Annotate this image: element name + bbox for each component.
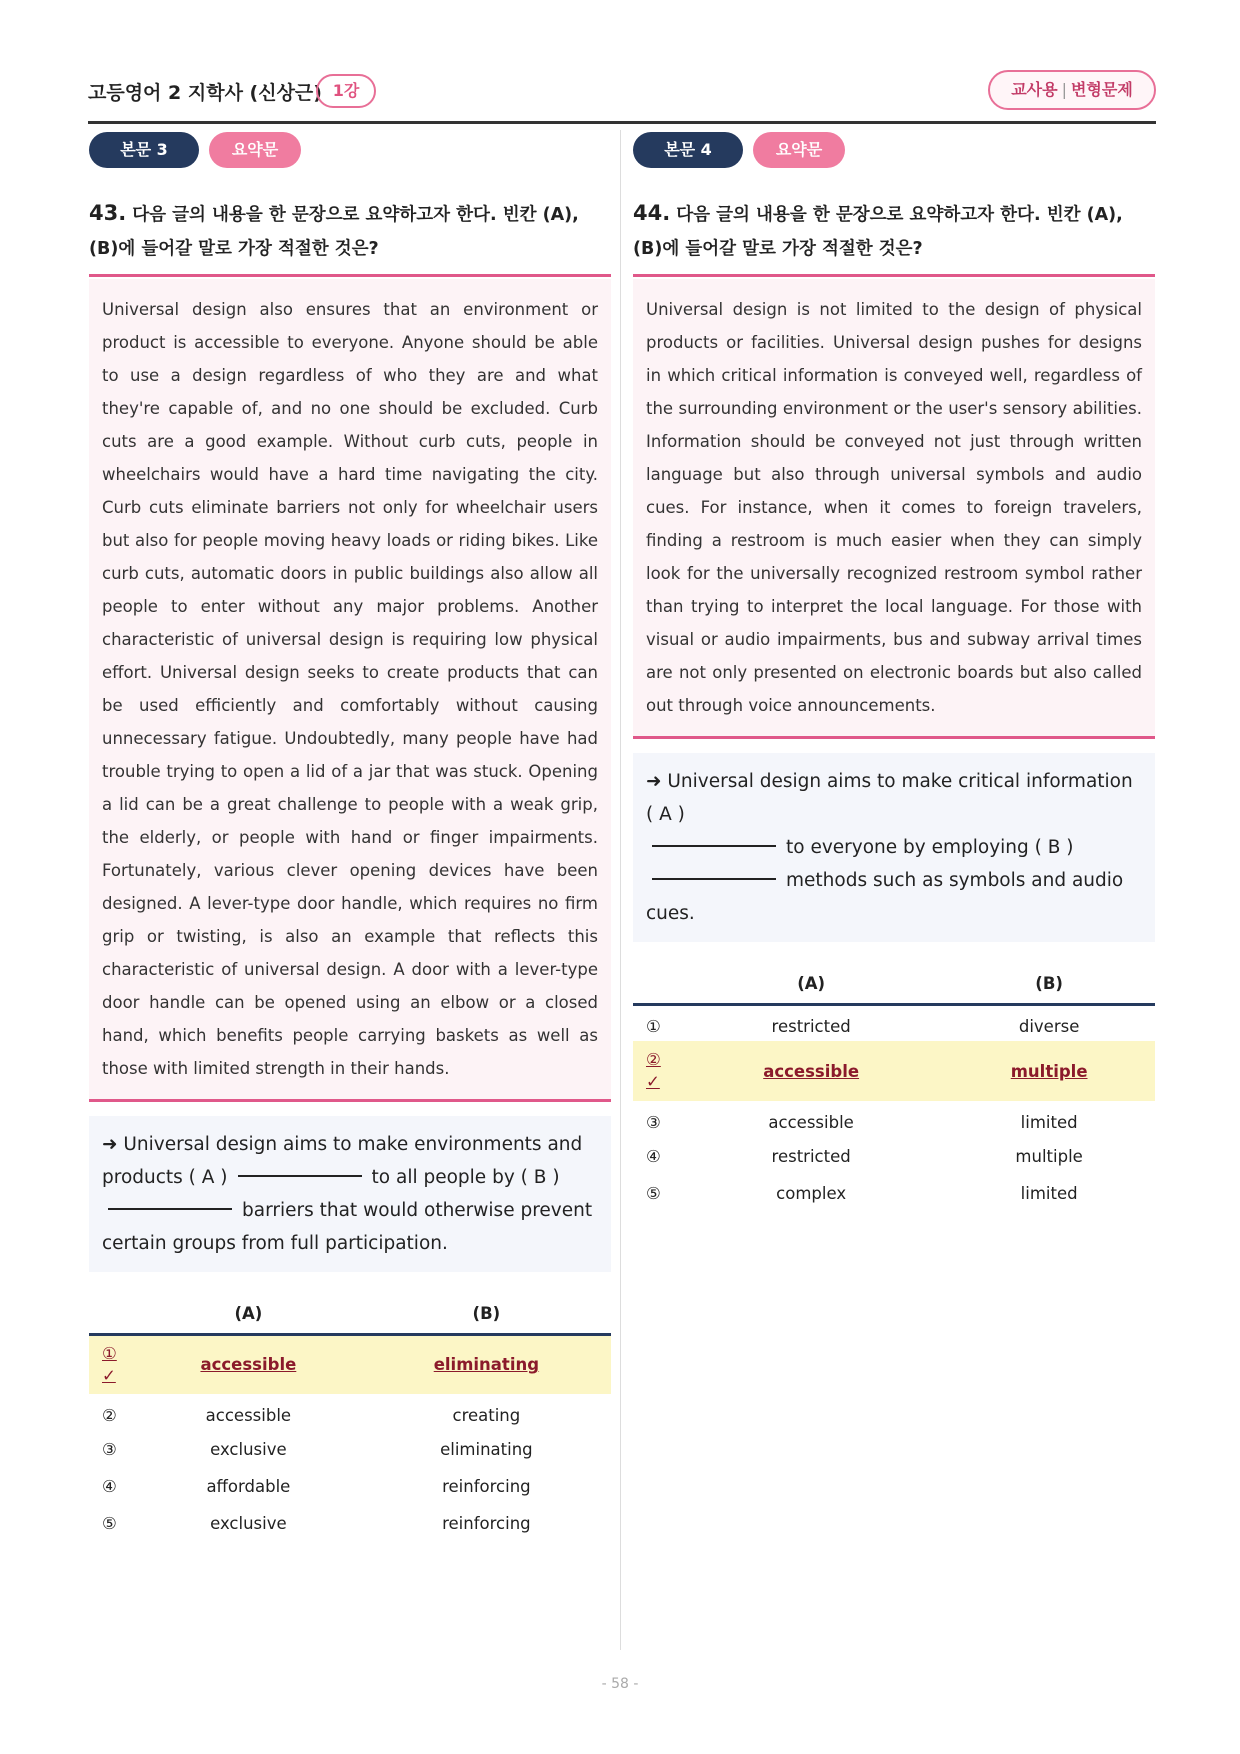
summary-part-1: ➜ Universal design aims to make environments and products ( A ) <box>102 1134 583 1188</box>
question-number: 43. <box>89 201 127 225</box>
choice-a: accessible <box>768 1113 854 1132</box>
choice-row[interactable] <box>89 1394 611 1431</box>
badge-variant-label: 변형문제 <box>1070 80 1133 99</box>
summary-box <box>633 753 1155 942</box>
question-prompt <box>633 196 1155 277</box>
summary-box <box>89 1116 611 1272</box>
choice-b: reinforcing <box>442 1477 531 1496</box>
page-number: - 58 - <box>601 1676 639 1692</box>
choice-b: limited <box>1020 1113 1078 1132</box>
choice-row[interactable] <box>633 1175 1155 1212</box>
choice-b: reinforcing <box>442 1514 531 1533</box>
mark-header <box>633 964 679 1004</box>
choice-number: ① <box>102 1343 117 1363</box>
summary-part-2: to everyone by employing ( B ) <box>786 837 1074 858</box>
choices-header <box>89 1294 611 1334</box>
choice-number: ② <box>646 1050 661 1069</box>
choice-number: ④ <box>102 1477 117 1496</box>
choice-number: ② <box>102 1406 117 1425</box>
choice-mark <box>89 1334 135 1394</box>
choice-b: eliminating <box>362 1334 611 1394</box>
question-44-column <box>633 132 1155 1212</box>
choice-a: affordable <box>206 1477 291 1496</box>
choice-row-correct[interactable] <box>633 1041 1155 1101</box>
mark-header <box>89 1294 135 1334</box>
lesson-badge: 1강 <box>316 74 376 108</box>
choice-row[interactable] <box>89 1468 611 1505</box>
choices-table <box>633 964 1155 1212</box>
choice-a: accessible <box>135 1334 362 1394</box>
col-b-header: (B) <box>943 964 1155 1004</box>
type-tag: 요약문 <box>753 132 845 168</box>
badge-separator: | <box>1061 80 1067 99</box>
teacher-badge <box>988 70 1156 110</box>
question-text: 다음 글의 내용을 한 문장으로 요약하고자 한다. 빈칸 (A), (B)에 들어갈 말로 가장 적절한 것은? <box>633 205 1123 259</box>
col-a-header: (A) <box>135 1294 362 1334</box>
choice-row[interactable] <box>633 1004 1155 1041</box>
blank-b <box>652 878 776 880</box>
col-b-header: (B) <box>362 1294 611 1334</box>
blank-a <box>652 845 776 847</box>
col-a-header: (A) <box>679 964 943 1004</box>
choice-a: exclusive <box>210 1514 287 1533</box>
type-tag: 요약문 <box>209 132 301 168</box>
choice-number: ① <box>646 1016 661 1036</box>
tag-row <box>89 132 611 168</box>
choice-a: exclusive <box>210 1440 287 1459</box>
summary-part-2: to all people by ( B ) <box>371 1167 560 1188</box>
passage-tag: 본문 3 <box>89 132 199 168</box>
choice-a: accessible <box>679 1041 943 1101</box>
badge-teacher-label: 교사용 <box>1011 80 1058 99</box>
check-icon: ✓ <box>646 1072 660 1091</box>
choice-number: ④ <box>646 1147 661 1166</box>
choice-number: ③ <box>646 1113 661 1132</box>
choice-mark <box>633 1041 679 1101</box>
choice-row[interactable] <box>633 1138 1155 1175</box>
question-text: 다음 글의 내용을 한 문장으로 요약하고자 한다. 빈칸 (A), (B)에 들어갈 말로 가장 적절한 것은? <box>89 205 579 259</box>
summary-part-4: cues. <box>646 903 695 924</box>
choice-number: ⑤ <box>102 1514 117 1533</box>
book-title: 고등영어 2 지학사 (신상근) <box>88 82 322 104</box>
choice-row[interactable] <box>89 1505 611 1542</box>
choice-a: accessible <box>205 1406 292 1425</box>
choice-row[interactable] <box>89 1431 611 1468</box>
question-43-column <box>89 132 611 1542</box>
column-divider <box>620 130 621 1650</box>
passage-text: Universal design is not limited to the design of physical products or facilities. Universal design pushes for designs in which critical information is conveyed well, regardless of the surrounding environment or the user's sensory abilities. Information should be conveyed not just through written language but also through universal symbols and audio cues. For instance, when it comes to foreign travelers, finding a restroom is much easier when they can simply look for the universally recognized restroom symbol rather than trying to interpret the local language. For those with visual or audio impairments, bus and subway arrival times are not only presented on electronic boards but also called out through voice announcements. <box>633 279 1155 739</box>
passage-text: Universal design also ensures that an environment or product is accessible to everyone. Anyone should be able to use a design regardless of who they are and what they're capable of, and no one should be excluded. Curb cuts are a good example. Without curb cuts, people in wheelchairs would have a hard time navigating the city. Curb cuts eliminate barriers not only for wheelchair users but also for people moving heavy loads or riding bikes. Like curb cuts, automatic doors in public buildings also allow all people to enter without any major problems. Another characteristic of universal design is requiring low physical effort. Universal design seeks to create products that can be used efficiently and comfortably without causing unnecessary fatigue. Undoubtedly, many people have had trouble trying to open a lid of a jar that was stuck. Opening a lid can be a great challenge to people with a weak grip, the elderly, or people with hand or finger impairments. Fortunately, various clever opening devices have been designed. A lever-type door handle, which requires no firm grip or twisting, is also an example that reflects this characteristic of universal design. A door with a lever-type door handle can be opened using an elbow or a closed hand, which benefits people carrying baskets as well as those with limited strength in their hands. <box>89 279 611 1102</box>
choice-b: eliminating <box>440 1440 533 1459</box>
choice-b: limited <box>1020 1184 1078 1203</box>
blank-a <box>238 1175 362 1177</box>
blank-b <box>108 1208 232 1210</box>
tag-row <box>633 132 1155 168</box>
passage-tag: 본문 4 <box>633 132 743 168</box>
choice-b: multiple <box>1015 1147 1083 1166</box>
page-header <box>88 70 1156 124</box>
choice-row-correct[interactable] <box>89 1334 611 1394</box>
question-number: 44. <box>633 201 671 225</box>
summary-part-1: ➜ Universal design aims to make critical information ( A ) <box>646 771 1133 825</box>
choices-header <box>633 964 1155 1004</box>
choices-table <box>89 1294 611 1542</box>
choice-row[interactable] <box>633 1101 1155 1138</box>
choice-number: ⑤ <box>646 1184 661 1203</box>
choice-b: multiple <box>943 1041 1155 1101</box>
summary-part-3: barriers that would otherwise prevent certain groups from full participation. <box>102 1200 593 1254</box>
choice-b: creating <box>452 1406 521 1425</box>
choice-number: ③ <box>102 1440 117 1459</box>
check-icon: ✓ <box>102 1365 116 1385</box>
choice-b: diverse <box>1018 1016 1080 1036</box>
choice-a: restricted <box>771 1147 851 1166</box>
summary-part-3: methods such as symbols and audio <box>786 870 1124 891</box>
question-prompt <box>89 196 611 277</box>
choice-a: restricted <box>771 1016 851 1036</box>
choice-a: complex <box>776 1184 847 1203</box>
